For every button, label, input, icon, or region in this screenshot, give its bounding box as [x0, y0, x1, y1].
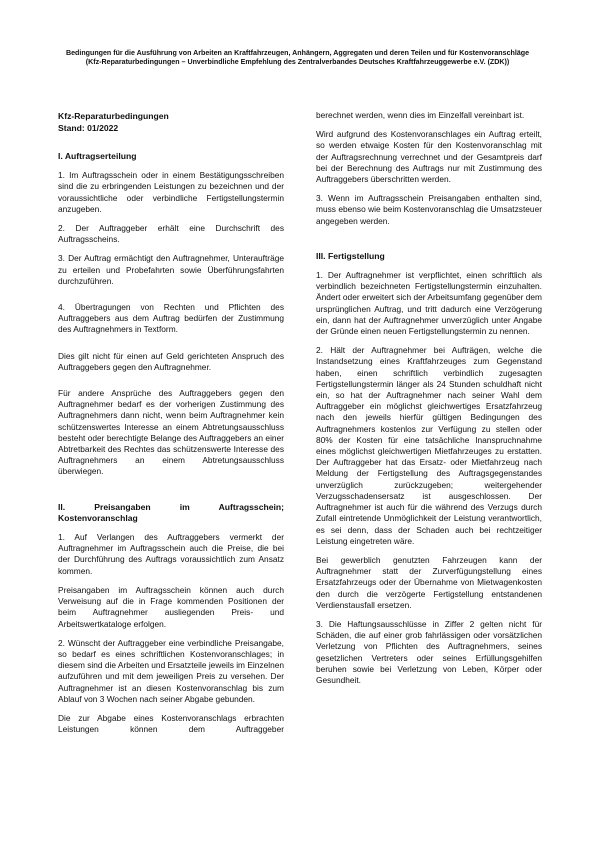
paragraph: 2. Wünscht der Auftraggeber eine verbindliche Preisangabe, so bedarf es eines schriftlichen Kostenvoranschlages; in diesem sind die Arbeiten und Ersatzteile jeweils im Einzelnen aufzuführen und mit dem jeweiligen Preis zu versehen. Der Auftragnehmer ist an diesen Kostenvoranschlag bis zum Ablauf von 3 Wochen nach seiner Abgabe gebunden.	[58, 637, 284, 704]
paragraph: 2. Der Auftraggeber erhält eine Durchschrift des Auftragsscheins.	[58, 223, 284, 245]
header-title: Bedingungen für die Ausführung von Arbeiten an Kraftfahrzeugen, Anhängern, Aggregaten und deren Teilen und für Kostenvoranschläge	[65, 49, 530, 57]
paragraph: 3. Wenn im Auftragsschein Preisangaben enthalten sind, muss ebenso wie beim Kostenvoranschlag die Umsatzsteuer angegeben werden.	[316, 193, 542, 226]
paragraph: Die zur Abgabe eines Kostenvoranschlags erbrachten Leistungen können dem Auftraggeber	[58, 712, 284, 735]
paragraph: 4. Übertragungen von Rechten und Pflichten des Auftraggebers aus dem Auftrag bedürfen der Zustimmung des Auftragnehmers in Textform.	[58, 302, 284, 335]
section-heading-3: III. Fertigstellung	[316, 250, 385, 261]
paragraph: Für andere Ansprüche des Auftraggebers gegen den Auftragnehmer bedarf es der vorherigen Zustimmung des Auftragnehmers dann nicht, wenn beim Auftragnehmer kein schützenswertes Interesse an einem Abtretungsausschluss besteht oder berechtigte Belange des Auftraggebers an einer Abtretbarkeit des Rechtes das schützenswerte Interesse des Auftragnehmers an einem Abtretungsausschluss überwiegen.	[58, 388, 284, 477]
paragraph: 3. Die Haftungsausschlüsse in Ziffer 2 gelten nicht für Schäden, die auf einer grob fahrlässigen oder vorsätzlichen Verletzung von Pflichten des Auftragnehmers, seines gesetzlichen Vertreters oder seines Erfüllungsgehilfen beruhen sowie bei Verletzung von Leben, Körper oder Gesundheit.	[316, 618, 542, 685]
document-header	[40, 49, 555, 68]
right-column	[316, 110, 542, 694]
doc-title: Kfz-Reparaturbedingungen	[58, 111, 169, 121]
paragraph: Dies gilt nicht für einen auf Geld gerichteten Anspruch des Auftraggebers gegen den Auftragnehmer.	[58, 350, 284, 372]
paragraph-continuation: berechnet werden, wenn dies im Einzelfall vereinbart ist.	[316, 110, 525, 120]
section-heading-2: II. Preisangaben im Auftragsschein; Kostenvoranschlag	[58, 501, 284, 523]
paragraph: Wird aufgrund des Kostenvoranschlages ein Auftrag erteilt, so werden etwaige Kosten für den Kostenvoranschlag mit der Auftragsrechnung verrechnet und der Gesamtpreis darf bei der Berechnung des Auftrags nur mit Zustimmung des Auftraggebers überschritten werden.	[316, 129, 542, 185]
doc-stand: Stand: 01/2022	[58, 123, 119, 133]
paragraph: 1. Im Auftragsschein oder in einem Bestätigungsschreiben sind die zu erbringenden Leistungen zu bezeichnen und der voraussichtliche oder verbindliche Fertigstellungstermin anzugeben.	[58, 170, 284, 214]
left-column	[58, 110, 284, 743]
paragraph: 1. Auf Verlangen des Auftraggebers vermerkt der Auftragnehmer im Auftragsschein auch die Preise, die bei der Durchführung des Auftrags voraussichtlich zum Ansatz kommen.	[58, 532, 284, 576]
paragraph: Preisangaben im Auftragsschein können auch durch Verweisung auf die in Frage kommenden Positionen der beim Auftragnehmer ausliegenden Preis- und Arbeitswertkataloge erfolgen.	[58, 584, 284, 629]
paragraph: 2. Hält der Auftragnehmer bei Aufträgen, welche die Instandsetzung eines Kraftfahrzeuges zum Gegenstand haben, einen schriftlich verbindlich zugesagten Fertigstellungstermin länger als 24 Stunden schuldhaft nicht ein, so hat der Auftragnehmer nach seiner Wahl dem Auftraggeber ein möglichst gleichwertiges Ersatzfahrzeug nach den jeweils hierfür gültigen Bedingungen des Auftragnehmers kostenlos zur Verfügung zu stellen oder 80% der Kosten für eine tatsächliche Inanspruchnahme eines möglichst gleichwertigen Mietfahrzeuges zu erstatten. Der Auftraggeber hat das Ersatz- oder Mietfahrzeug nach Meldung der Fertigstellung des Auftragsgegenstandes unverzüglich zurückzugeben; weitergehender Verzugsschadensersatz ist ausgeschlossen. Der Auftragnehmer ist auch für die während des Verzugs durch Zufall eintretende Unmöglichkeit der Leistung verantwortlich, es sei denn, dass der Schaden auch bei rechtzeitiger Leistung eingetreten wäre.	[316, 345, 542, 546]
paragraph: 3. Der Auftrag ermächtigt den Auftragnehmer, Unteraufträge zu erteilen und Probefahrten sowie Überführungsfahrten durchzuführen.	[58, 253, 284, 286]
paragraph: Bei gewerblich genutzten Fahrzeugen kann der Auftragnehmer statt der Zurverfügungstellung eines Ersatzfahrzeugs oder der Übernahme von Mietwagenkosten den durch die verzögerte Fertigstellung entstandenen Verdienstausfall ersetzen.	[316, 554, 542, 610]
paragraph: 1. Der Auftragnehmer ist verpflichtet, einen schriftlich als verbindlich bezeichneten Fertigstellungstermin einzuhalten. Ändert oder erweitert sich der Arbeitsumfang gegenüber dem ursprünglichen Auftrag, und tritt dadurch eine Verzögerung ein, dann hat der Auftragnehmer unverzüglich unter Angabe der Gründe einen neuen Fertigstellungstermin zu nennen.	[316, 270, 542, 337]
header-subtitle: (Kfz-Reparaturbedingungen – Unverbindliche Empfehlung des Zentralverbandes Deutsches Kraftfahrzeuggewerbe e.V. (ZDK))	[85, 58, 510, 67]
section-heading-1: I. Auftragserteilung	[58, 151, 137, 161]
